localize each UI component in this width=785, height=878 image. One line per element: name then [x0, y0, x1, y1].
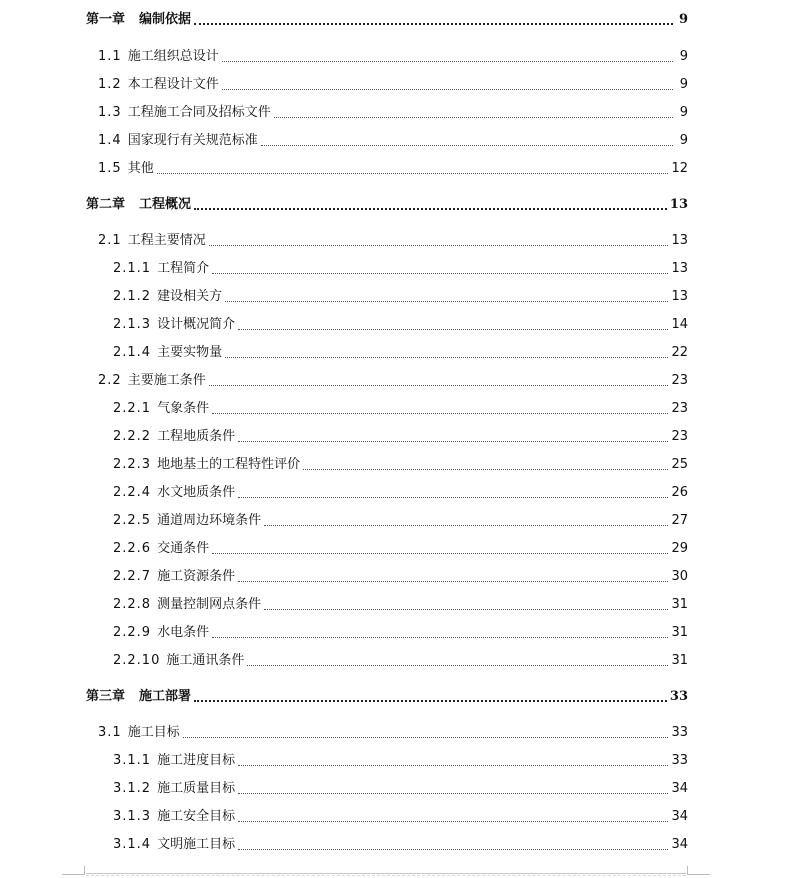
page-bottom-edge: [62, 866, 710, 876]
dot-leader: [238, 497, 668, 498]
toc-entry-number: 2.2.4: [113, 485, 152, 500]
toc-entry[interactable]: [98, 129, 688, 149]
dot-leader: [225, 357, 668, 358]
dot-leader: [303, 469, 668, 470]
dot-leader: [209, 385, 669, 386]
toc-entry-page-number: 31: [671, 653, 688, 668]
toc-entry-number: 第一章: [86, 12, 126, 27]
toc-entry[interactable]: [113, 481, 688, 501]
toc-entry-page-number: 13: [671, 261, 688, 276]
toc-entry-page-number: 23: [671, 373, 688, 388]
toc-entry-page-number: 13: [671, 289, 688, 304]
toc-entry-title: 文明施工目标: [157, 837, 236, 852]
toc-entry-title: 施工进度目标: [157, 753, 236, 768]
toc-entry-number: 1.4: [98, 133, 122, 148]
dot-leader: [222, 89, 673, 90]
toc-entry-title: 工程地质条件: [157, 429, 236, 444]
toc-entry[interactable]: [113, 397, 688, 417]
toc-entry-number: 2.2.6: [113, 541, 152, 556]
toc-entry-number: 3.1.4: [113, 837, 152, 852]
toc-entry-title: 编制依据: [139, 12, 192, 27]
toc-entry-title: 通道周边环境条件: [157, 513, 262, 528]
dot-leader: [157, 173, 669, 174]
toc-entry-page-number: 9: [679, 49, 688, 64]
toc-entry-page-number: 9: [679, 77, 688, 92]
toc-entry-number: 2.1: [98, 233, 122, 248]
toc-entry-title: 施工质量目标: [157, 781, 236, 796]
dot-leader: [183, 737, 669, 738]
dot-leader: [238, 793, 668, 794]
toc-entry-title: 设计概况简介: [157, 317, 236, 332]
dot-leader: [261, 145, 673, 146]
toc-entry-title: 地地基土的工程特性评价: [157, 457, 301, 472]
toc-entry[interactable]: [98, 721, 688, 741]
toc-entry-page-number: 13: [669, 197, 688, 212]
dot-leader: [274, 117, 673, 118]
toc-entry-number: 2.2.2: [113, 429, 152, 444]
toc-entry-page-number: 31: [671, 597, 688, 612]
toc-entry-number: 2.2.3: [113, 457, 152, 472]
dot-leader: [238, 821, 668, 822]
toc-entry-number: 2.2.1: [113, 401, 152, 416]
toc-entry-number: 3.1: [98, 725, 122, 740]
page-corner-mark-left: [62, 866, 85, 875]
toc-entry-page-number: 34: [671, 781, 688, 796]
toc-entry-page-number: 27: [671, 513, 688, 528]
toc-entry-page-number: 33: [671, 753, 688, 768]
page-corner-mark-right: [687, 866, 710, 875]
toc-entry-page-number: 9: [679, 105, 688, 120]
toc-entry-page-number: 25: [671, 457, 688, 472]
toc-entry-title: 水电条件: [157, 625, 210, 640]
toc-entry-number: 第二章: [86, 197, 126, 212]
toc-entry-number: 2.1.4: [113, 345, 152, 360]
dot-leader: [238, 849, 668, 850]
toc-entry-number: 1.1: [98, 49, 122, 64]
toc-entry-title: 水文地质条件: [157, 485, 236, 500]
toc-entry[interactable]: [98, 369, 688, 389]
toc-entry[interactable]: [113, 425, 688, 445]
toc-entry-number: 1.2: [98, 77, 122, 92]
toc-entry[interactable]: [98, 157, 688, 177]
toc-entry-page-number: 26: [671, 485, 688, 500]
toc-entry-number: 2.2.8: [113, 597, 152, 612]
toc-entry-title: 测量控制网点条件: [157, 597, 262, 612]
toc-entry-title: 其他: [127, 161, 154, 176]
toc-entry-title: 主要实物量: [157, 345, 223, 360]
toc-entry-title: 建设相关方: [157, 289, 223, 304]
dot-leader: [212, 413, 668, 414]
toc-entry-number: 2.1.3: [113, 317, 152, 332]
toc-entry-number: 3.1.1: [113, 753, 152, 768]
toc-entry-title: 主要施工条件: [127, 373, 206, 388]
toc-entry-number: 第三章: [86, 689, 126, 704]
toc-entry[interactable]: [113, 537, 688, 557]
dot-leader: [264, 609, 668, 610]
toc-entry[interactable]: [86, 193, 688, 213]
toc-entry[interactable]: [113, 341, 688, 361]
toc-entry-page-number: 34: [671, 837, 688, 852]
toc-entry[interactable]: [113, 833, 688, 853]
dot-leader: [212, 637, 668, 638]
toc-entry-number: 1.5: [98, 161, 122, 176]
toc-entry-number: 1.3: [98, 105, 122, 120]
toc-entry-page-number: 31: [671, 625, 688, 640]
dot-leader: [238, 329, 668, 330]
toc-entry-page-number: 34: [671, 809, 688, 824]
toc-entry[interactable]: [113, 649, 688, 669]
dot-leader: [209, 245, 669, 246]
toc-entry-page-number: 13: [671, 233, 688, 248]
toc-entry-number: 2.2.9: [113, 625, 152, 640]
dot-leader: [194, 23, 673, 25]
toc-entry-page-number: 22: [671, 345, 688, 360]
toc-entry-title: 工程施工合同及招标文件: [127, 105, 271, 120]
toc-entry-title: 施工部署: [139, 689, 192, 704]
toc-entry-title: 施工组织总设计: [127, 49, 219, 64]
toc-entry[interactable]: [113, 805, 688, 825]
toc-entry[interactable]: [98, 229, 688, 249]
toc-entry-title: 本工程设计文件: [127, 77, 219, 92]
toc-entry-number: 2.2: [98, 373, 122, 388]
toc-entry[interactable]: [98, 45, 688, 65]
toc-entry[interactable]: [113, 285, 688, 305]
toc-entry[interactable]: [113, 593, 688, 613]
toc-entry-number: 2.1.1: [113, 261, 152, 276]
dot-leader: [238, 765, 668, 766]
toc-entry-title: 施工目标: [127, 725, 180, 740]
dot-leader: [264, 525, 668, 526]
dot-leader: [222, 61, 673, 62]
toc-entry[interactable]: [98, 101, 688, 121]
toc-entry-page-number: 9: [678, 12, 688, 27]
toc-entry-title: 交通条件: [157, 541, 210, 556]
toc-entry-number: 2.2.5: [113, 513, 152, 528]
dot-leader: [225, 301, 668, 302]
toc-entry[interactable]: [113, 777, 688, 797]
toc-entry-page-number: 30: [671, 569, 688, 584]
toc-entry[interactable]: [113, 453, 688, 473]
toc-entry-page-number: 33: [669, 689, 688, 704]
toc-entry-page-number: 12: [671, 161, 688, 176]
toc-entry-title: 施工安全目标: [157, 809, 236, 824]
toc-entry-number: 2.1.2: [113, 289, 152, 304]
toc-entry-page-number: 9: [679, 133, 688, 148]
page-edge-line: [86, 873, 686, 874]
toc-entry-number: 3.1.3: [113, 809, 152, 824]
toc-entry-number: 2.2.10: [113, 653, 161, 668]
toc-entry-page-number: 14: [671, 317, 688, 332]
toc-entry-title: 工程概况: [139, 197, 192, 212]
toc-entry[interactable]: [86, 685, 688, 705]
toc-entry-title: 国家现行有关规范标准: [127, 133, 258, 148]
dot-leader: [238, 581, 668, 582]
dot-leader: [194, 700, 667, 702]
dot-leader: [194, 208, 667, 210]
toc-entry[interactable]: [113, 313, 688, 333]
toc-entry-page-number: 33: [671, 725, 688, 740]
toc-entry-title: 气象条件: [157, 401, 210, 416]
toc-entry[interactable]: [113, 749, 688, 769]
page-edge-line-dashed: [86, 875, 686, 876]
toc-entry[interactable]: [113, 509, 688, 529]
toc-entry-page-number: 29: [671, 541, 688, 556]
toc-entry-page-number: 23: [671, 429, 688, 444]
toc-entry-title: 施工资源条件: [157, 569, 236, 584]
toc-entry-page-number: 23: [671, 401, 688, 416]
dot-leader: [212, 553, 668, 554]
toc-entry-number: 3.1.2: [113, 781, 152, 796]
toc-entry[interactable]: [86, 8, 688, 28]
toc-entry[interactable]: [113, 257, 688, 277]
dot-leader: [212, 273, 668, 274]
toc-entry-title: 工程主要情况: [127, 233, 206, 248]
toc-entry[interactable]: [113, 621, 688, 641]
toc-entry-title: 工程简介: [157, 261, 210, 276]
toc-entry[interactable]: [98, 73, 688, 93]
toc-entry[interactable]: [113, 565, 688, 585]
dot-leader: [238, 441, 668, 442]
toc-entry-title: 施工通讯条件: [166, 653, 245, 668]
dot-leader: [247, 665, 668, 666]
toc-entry-number: 2.2.7: [113, 569, 152, 584]
